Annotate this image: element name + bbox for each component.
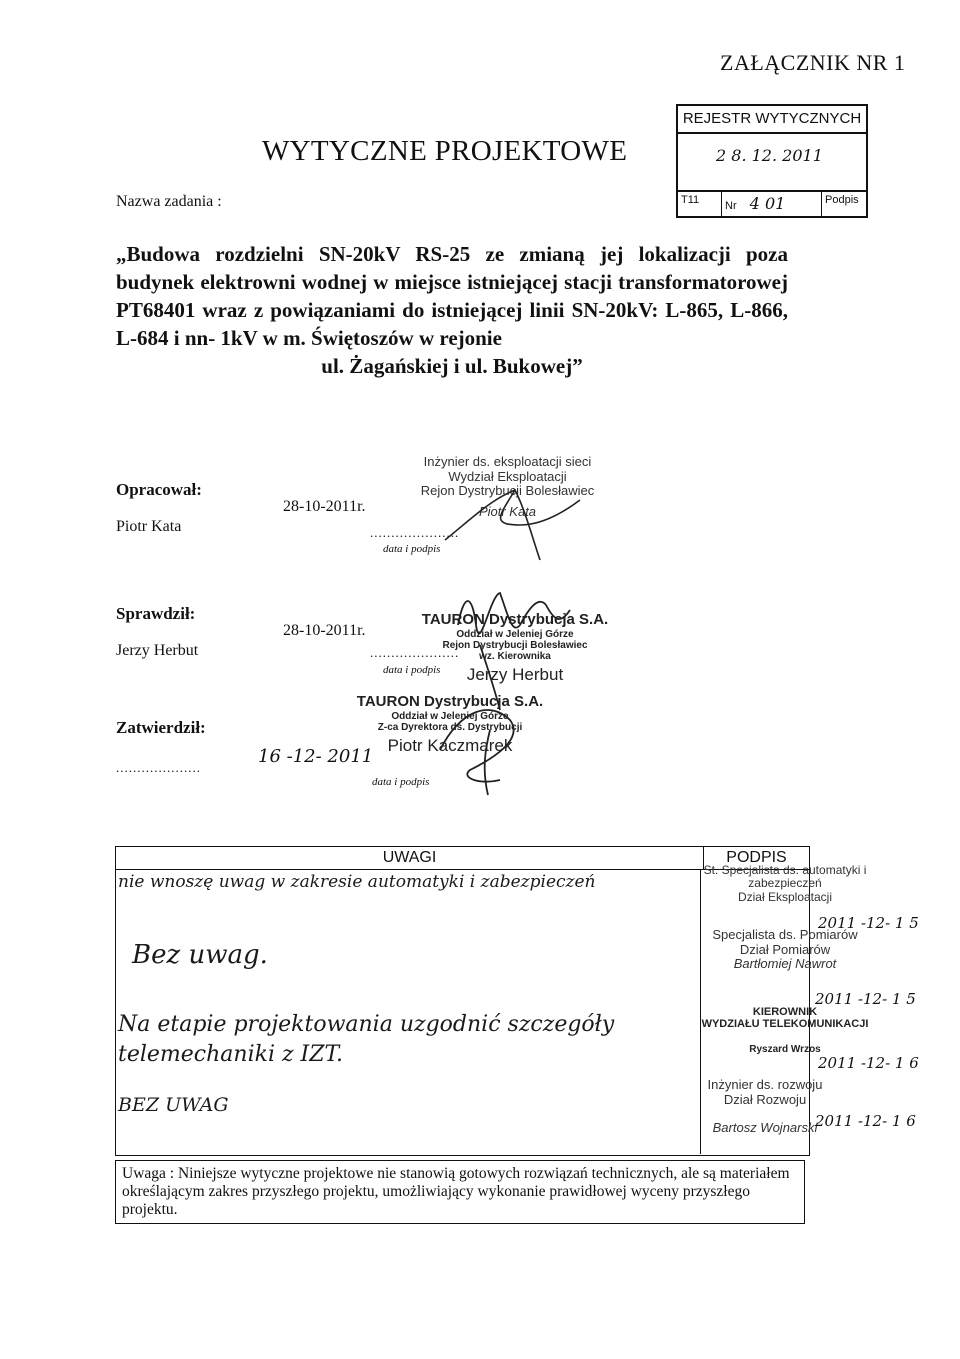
approved-caption: data i podpis [372, 776, 430, 788]
registry-title: REJESTR WYTYCZNYCH [678, 106, 866, 134]
remark-1-date: 2011 -12- 1 5 [818, 914, 919, 932]
checked-dots: ..................... [370, 645, 460, 660]
disclaimer-notice: Uwaga : Niniejsze wytyczne projektowe nie stanowią gotowych rozwiązań technicznych, ale są materiałem określającym zakres przyszłego projektu, umożliwiający wykonanie prawidłowej wyceny przyszłego projektu. [115, 1160, 805, 1224]
registry-row [678, 190, 866, 216]
stamp-line: wz. Kierownika [479, 650, 551, 662]
checked-date: 28-10-2011r. [283, 622, 366, 639]
stamp-line: Oddział w Jeleniej Górze [456, 628, 574, 640]
stamp-line: Rejon Dystrybucji Bolesławiec [420, 483, 595, 499]
remark-2-date: 2011 -12- 1 5 [815, 990, 916, 1008]
stamp-line: Bartosz Wojnarski [712, 1120, 818, 1136]
stamp-line: Jerzy Herbut [466, 664, 564, 684]
stamp-line: TAURON Dystrybucja S.A. [356, 693, 544, 710]
stamp-line: Dział Eksploatacji [737, 889, 833, 904]
prepared-name: Piotr Kata [116, 518, 182, 535]
remark-2: Bez uwag. [132, 940, 268, 970]
approved-dots: .................... [116, 760, 201, 775]
stamp-line: Inżynier ds. rozwoju [707, 1077, 823, 1092]
registry-nr-label: Nr [725, 200, 737, 212]
registry-nr-value: 4 01 [749, 194, 786, 213]
prepared-signature [430, 470, 590, 570]
stamp-line: Rejon Dystrybucji Bolesławiec [442, 639, 588, 651]
attachment-number: ZAŁĄCZNIK NR 1 [720, 50, 906, 75]
approved-label: Zatwierdził: [116, 718, 206, 737]
approved-date: 16 -12- 2011 [258, 746, 374, 767]
registry-box [676, 104, 868, 218]
stamp-line: Inżynier ds. eksploatacji sieci [423, 454, 592, 469]
prepared-dots: ..................... [370, 525, 460, 540]
remark-2-stamp [700, 928, 870, 972]
task-name [116, 240, 788, 380]
stamp-line: Wydział Eksploatacji [448, 468, 567, 484]
stamp-line: WYDZIAŁU TELEKOMUNIKACJI [701, 1018, 869, 1031]
approved-signature [430, 690, 550, 800]
stamp-line: Dział Rozwoju [723, 1091, 807, 1107]
document-title: WYTYCZNE PROJEKTOWE [262, 135, 628, 167]
task-name-label: Nazwa zadania : [116, 193, 222, 210]
registry-date: 2 8. 12. 2011 [716, 146, 823, 165]
registry-signature-label: Podpis [825, 194, 859, 206]
stamp-line: Bartłomiej Nawrot [733, 956, 837, 972]
stamp-line: Specjalista ds. Pomiarów [712, 927, 858, 942]
remark-4-stamp [700, 1078, 830, 1136]
remark-4: BEZ UWAG [118, 1094, 229, 1116]
stamp-line: TAURON Dystrybucja S.A. [421, 611, 609, 628]
stamp-line: KIEROWNIK [752, 1006, 818, 1018]
prepared-label: Opracował: [116, 480, 202, 499]
prepared-date: 28-10-2011r. [283, 498, 366, 515]
signature-header: PODPIS [704, 847, 810, 870]
stamp-line: Oddział w Jeleniej Górze [391, 710, 509, 722]
registry-code: T11 [678, 192, 722, 216]
checked-caption: data i podpis [383, 664, 441, 676]
stamp-line: Dział Pomiarów [739, 941, 831, 957]
stamp-line: Ryszard Wrzos [749, 1044, 821, 1056]
remark-3-date: 2011 -12- 1 6 [818, 1054, 919, 1072]
stamp-line: St. Specjalista ds. automatyki i zabezpieczeń [703, 863, 867, 891]
remark-3-stamp [700, 1006, 870, 1055]
remarks-header: UWAGI [116, 847, 704, 870]
stamp-line: Piotr Kaczmarek [387, 735, 513, 755]
registry-number-cell [722, 192, 822, 216]
remark-1-stamp [700, 864, 870, 904]
stamp-line: Z-ca Dyrektora ds. Dystrybucji [377, 721, 523, 733]
task-name-text: „Budowa rozdzielni SN-20kV RS-25 ze zmianą jej lokalizacji poza budynek elektrowni wodnej w miejsce istniejącej stacji transformatorowej PT68401 wraz z powiązaniami do istniejącej linii SN-20kV: L-865, L-866, L-684 i nn- 1kV w m. Świętoszów w rejonie [116, 242, 788, 350]
remark-1: nie wnoszę uwag w zakresie automatyki i zabezpieczeń [118, 872, 596, 892]
checked-label: Sprawdził: [116, 604, 196, 623]
remark-3: Na etapie projektowania uzgodnić szczegóły telemechaniki z IZT. [118, 1012, 615, 1067]
prepared-caption: data i podpis [383, 543, 441, 555]
task-name-text-end: ul. Żagańskiej i ul. Bukowej” [321, 354, 583, 378]
stamp-line: Piotr Kata [478, 503, 537, 519]
checked-name: Jerzy Herbut [116, 642, 199, 659]
remark-4-date: 2011 -12- 1 6 [815, 1112, 916, 1130]
